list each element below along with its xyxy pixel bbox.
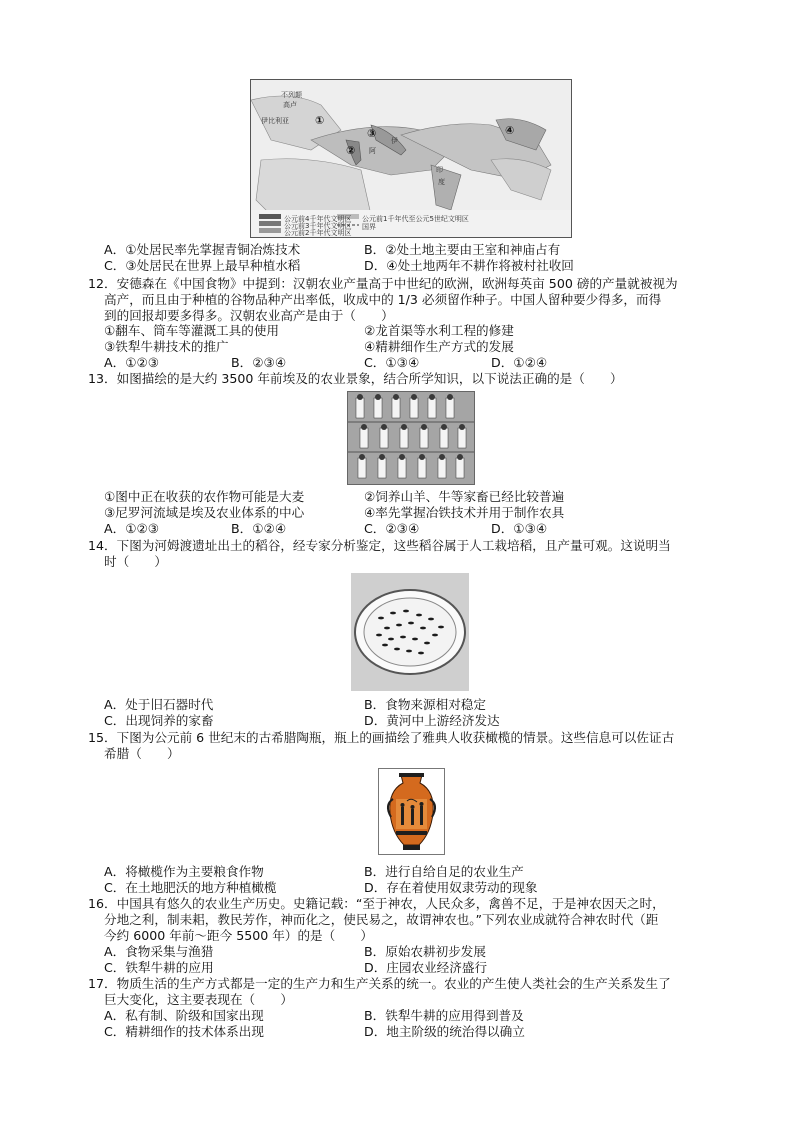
vase-drawing: [379, 769, 444, 854]
map-place-iberia: 伊比利亚: [261, 117, 289, 125]
q15-stem-1: 15．下图为公元前 6 世纪末的古希腊陶瓶，瓶上的画描绘了雅典人收获橄榄的情景。这些信息可以佐证古: [88, 730, 675, 745]
q14-stem-1: 14．下图为河姆渡遗址出土的稻谷，经专家分析鉴定，这些稻谷属于人工栽培稻，且产量可观。这说明当: [88, 538, 671, 553]
q12-stem-2: 高产，而且由于种植的谷物品种产出率低，收成中的 1/3 必须留作种子。中国人留种要少得多，而得: [104, 292, 662, 307]
hemudu-rice-figure: [351, 573, 469, 691]
q15-option-b[interactable]: B．进行自给自足的农业生产: [364, 864, 524, 879]
map-label-4: ④: [505, 124, 515, 137]
legend-item-2: 公元前3千年代文明区: [284, 222, 352, 230]
mural-drawing: [348, 392, 474, 484]
legend-item-5: 国界: [362, 223, 376, 231]
q13-item-2: ②饲养山羊、牛等家畜已经比较普遍: [364, 489, 565, 504]
q12-stem-3: 到的回报却要多得多。汉朝农业高产是由于（ ）: [104, 308, 394, 323]
q17-stem-2: 巨大变化，这主要表现在（ ）: [104, 992, 293, 1007]
q16-stem-3: 今约 6000 年前～距今 5500 年）的是（ ）: [104, 928, 374, 943]
q15-stem-2: 希腊（ ）: [104, 746, 180, 761]
q14-stem-2: 时（ ）: [104, 554, 167, 569]
q16-option-d[interactable]: D．庄园农业经济盛行: [364, 960, 488, 975]
q13-option-c[interactable]: C．②③④: [364, 521, 420, 536]
q16-option-b[interactable]: B．原始农耕初步发展: [364, 944, 486, 959]
q13-item-4: ④率先掌握冶铁技术并用于制作农具: [364, 505, 565, 520]
q17-option-a[interactable]: A．私有制、阶级和国家出现: [104, 1008, 264, 1023]
q12-option-b[interactable]: B．②③④: [231, 355, 287, 370]
q12-item-4: ④精耕细作生产方式的发展: [364, 339, 514, 354]
q16-stem-2: 分地之利，制耒耜，教民芳作，神而化之，使民易之，故谓神农也。”下列农业成就符合神农时代（距: [104, 912, 659, 927]
map-label-1: ①: [315, 114, 325, 127]
q12-option-d[interactable]: D．①②④: [491, 355, 548, 370]
legend-item-4: 公元前1千年代至公元5世纪文明区: [362, 215, 469, 223]
greek-vase-figure: [378, 768, 445, 855]
map-place-britain: 不列颠: [281, 91, 302, 99]
legend-item-3: 公元前2千年代文明区: [284, 229, 352, 237]
q13-item-3: ③尼罗河流域是埃及农业体系的中心: [104, 505, 305, 520]
q14-option-a[interactable]: A．处于旧石器时代: [104, 697, 214, 712]
map-label-2: ②: [346, 144, 356, 157]
q14-option-d[interactable]: D．黄河中上游经济发达: [364, 713, 500, 728]
q16-stem-1: 16．中国具有悠久的农业生产历史。史籍记载：“至于神农，人民众多，禽兽不足，于是神农因天之时，: [88, 896, 665, 911]
q17-option-c[interactable]: C．精耕细作的技术体系出现: [104, 1024, 264, 1039]
q11-option-d[interactable]: D．④处土地两年不耕作将被村社收回: [364, 258, 574, 273]
q11-option-a[interactable]: A．①处居民率先掌握青铜冶炼技术: [104, 242, 301, 257]
q14-option-c[interactable]: C．出现饲养的家畜: [104, 713, 214, 728]
q11-option-b[interactable]: B．②处土地主要由王室和神庙占有: [364, 242, 561, 257]
egypt-farming-mural-figure: [347, 391, 475, 485]
q16-option-a[interactable]: A．食物采集与渔猎: [104, 944, 214, 959]
map-place-du: 度: [438, 178, 445, 186]
rice-drawing: [351, 573, 469, 691]
map-place-yin: 印: [436, 166, 443, 174]
q13-option-d[interactable]: D．①③④: [491, 521, 548, 536]
map-place-yi: 伊: [391, 137, 398, 145]
q13-item-1: ①图中正在收获的农作物可能是大麦: [104, 489, 305, 504]
q12-option-a[interactable]: A．①②③: [104, 355, 160, 370]
q13-option-b[interactable]: B．①②④: [231, 521, 287, 536]
q11-option-c[interactable]: C．③处居民在世界上最早种植水稻: [104, 258, 301, 273]
q13-stem: 13．如图描绘的是大约 3500 年前埃及的农业景象，结合所学知识，以下说法正确的是（ ）: [88, 371, 623, 386]
q13-option-a[interactable]: A．①②③: [104, 521, 160, 536]
q12-option-c[interactable]: C．①③④: [364, 355, 420, 370]
civilization-map-figure: [250, 79, 572, 238]
q17-option-d[interactable]: D．地主阶级的统治得以确立: [364, 1024, 525, 1039]
q15-option-c[interactable]: C．在土地肥沃的地方种植橄榄: [104, 880, 277, 895]
q12-item-2: ②龙首渠等水利工程的修建: [364, 323, 514, 338]
q15-option-a[interactable]: A．将橄榄作为主要粮食作物: [104, 864, 264, 879]
q15-option-d[interactable]: D．存在着使用奴隶劳动的现象: [364, 880, 538, 895]
map-place-a: 阿: [369, 147, 376, 155]
q14-option-b[interactable]: B．食物来源相对稳定: [364, 697, 486, 712]
q12-item-3: ③铁犁牛耕技术的推广: [104, 339, 229, 354]
legend-item-1: 公元前4千年代文明区: [284, 215, 352, 223]
q17-stem-1: 17．物质生活的生产方式都是一定的生产力和生产关系的统一。农业的产生使人类社会的生产关系发生了: [88, 976, 671, 991]
map-label-3: ③: [367, 127, 377, 140]
q12-item-1: ①翻车、筒车等灌溉工具的使用: [104, 323, 280, 338]
q16-option-c[interactable]: C．铁犁牛耕的应用: [104, 960, 214, 975]
q17-option-b[interactable]: B．铁犁牛耕的应用得到普及: [364, 1008, 524, 1023]
q12-stem-1: 12．安德森在《中国食物》中提到：汉朝农业产量高于中世纪的欧洲，欧洲每英亩 500 磅的产量就被视为: [88, 276, 678, 291]
map-place-gaul: 高卢: [283, 101, 297, 109]
